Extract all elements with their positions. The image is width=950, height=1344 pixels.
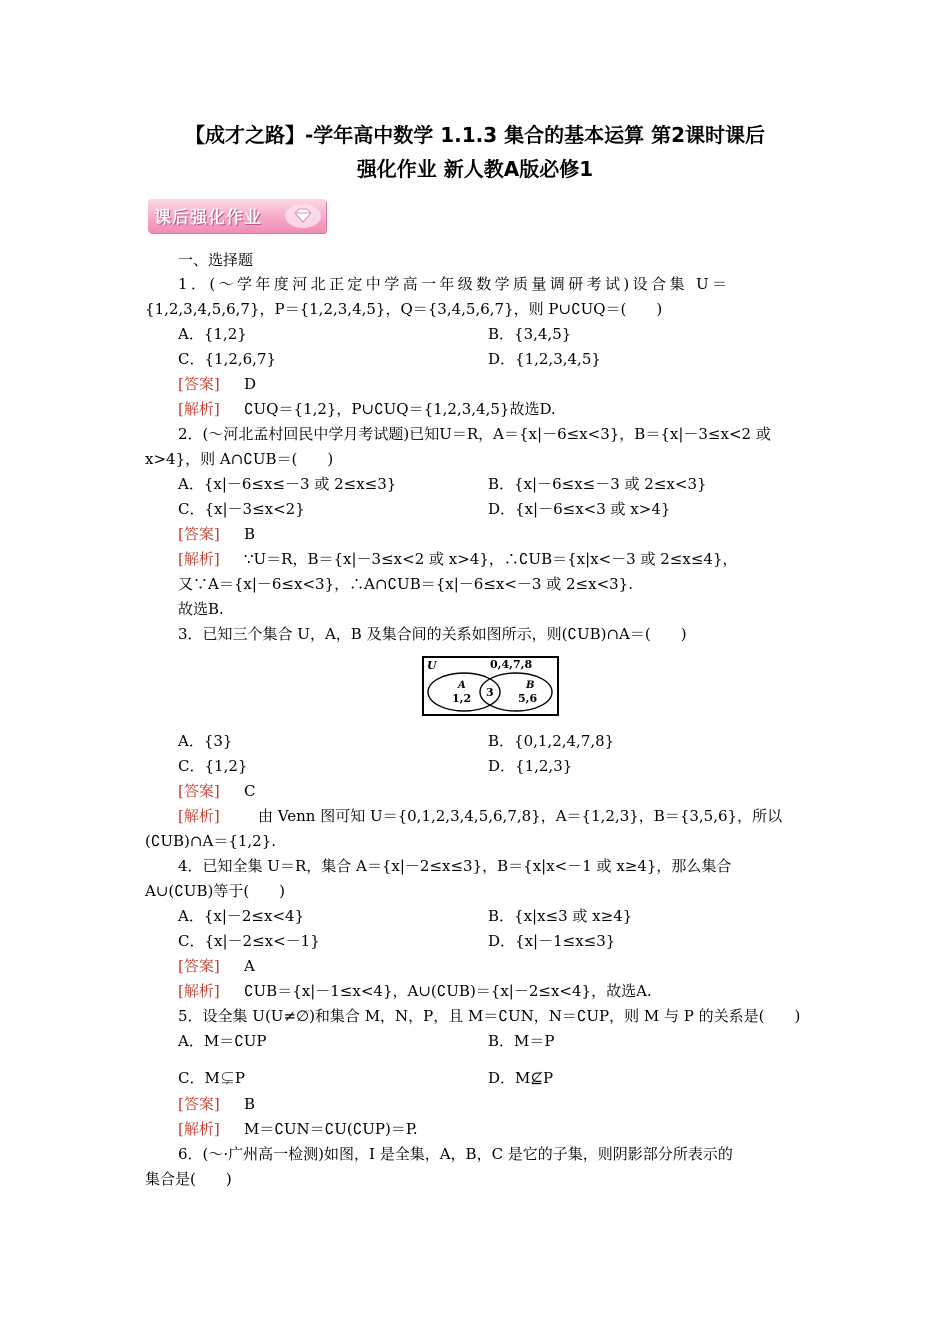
q2-explanation-tag: [解析] bbox=[178, 550, 220, 568]
q2-option-b: B．{x|－6≤x≤－3 或 2≤x<3} bbox=[488, 475, 707, 493]
q6-line-1: 6．(～·广州高一检测)如图，I 是全集，A，B，C 是它的子集，则阴影部分所表示的 bbox=[178, 1145, 733, 1163]
q5-option-a: A．M＝∁UP bbox=[178, 1032, 267, 1050]
q4-explanation-tag: [解析] bbox=[178, 982, 220, 1000]
q3-line-1: 3．已知三个集合 U，A，B 及集合间的关系如图所示，则(∁UB)∩A＝( ) bbox=[178, 625, 687, 643]
q1-option-b: B．{3,4,5} bbox=[488, 325, 572, 343]
q4-option-b: B．{x|x≤3 或 x≥4} bbox=[488, 907, 633, 925]
venn-a-only: 1,2 bbox=[452, 692, 472, 705]
diamond-icon bbox=[284, 202, 322, 230]
q1-explanation-tag: [解析] bbox=[178, 400, 220, 418]
q4-answer: A bbox=[244, 957, 255, 975]
section-banner bbox=[148, 199, 326, 233]
q1-option-c: C．{1,2,6,7} bbox=[178, 350, 277, 368]
q2-option-c: C．{x|－3≤x<2} bbox=[178, 500, 305, 518]
q2-explanation-2: 又∵A＝{x|－6≤x<3}，∴A∩∁UB＝{x|－6≤x<－3 或 2≤x<3}. bbox=[178, 575, 633, 593]
venn-label-u: U bbox=[427, 659, 437, 672]
q3-explanation-1: 由 Venn 图可知 U＝{0,1,2,3,4,5,6,7,8}，A＝{1,2,3}，B＝{3,5,6}，所以 bbox=[258, 807, 783, 825]
q1-option-d: D．{1,2,3,4,5} bbox=[488, 350, 601, 368]
q5-explanation: M＝∁UN＝∁U(∁UP)＝P. bbox=[244, 1120, 418, 1138]
venn-b-only: 5,6 bbox=[518, 692, 538, 705]
q5-explanation-tag: [解析] bbox=[178, 1120, 220, 1138]
venn-label-b: B bbox=[526, 680, 535, 691]
q4-option-a: A．{x|－2≤x<4} bbox=[178, 907, 305, 925]
q1-option-a: A．{1,2} bbox=[178, 325, 247, 343]
q2-explanation-1: ∵U＝R，B＝{x|－3≤x<2 或 x>4}，∴∁UB＝{x|x<－3 或 2≤x≤4}， bbox=[244, 550, 738, 568]
q2-answer-tag: [答案] bbox=[178, 525, 220, 543]
q1-explanation: ∁UQ＝{1,2}，P∪∁UQ＝{1,2,3,4,5}故选D. bbox=[244, 400, 556, 418]
q2-line-2: x>4}，则 A∩∁UB＝( ) bbox=[145, 450, 334, 468]
q2-line-1: 2．(～河北孟村回民中学月考试题)已知U＝R，A＝{x|－6≤x<3}，B＝{x|－3≤x<2 或 bbox=[178, 425, 771, 443]
q6-line-2: 集合是( ) bbox=[145, 1170, 232, 1188]
q5-answer-tag: [答案] bbox=[178, 1095, 220, 1113]
q5-line-1: 5．设全集 U(U≠∅)和集合 M，N，P，且 M＝∁UN，N＝∁UP，则 M 与 P 的关系是( ) bbox=[178, 1007, 801, 1025]
q3-option-d: D．{1,2,3} bbox=[488, 757, 573, 775]
q4-explanation: ∁UB＝{x|－1≤x<4}，A∪(∁UB)＝{x|－2≤x<4}，故选A. bbox=[244, 982, 652, 1000]
venn-diagram bbox=[422, 656, 559, 716]
q3-answer: C bbox=[244, 782, 256, 800]
q5-option-c: C．M⊊P bbox=[178, 1069, 245, 1087]
q3-option-a: A．{3} bbox=[178, 732, 233, 750]
q1-line-1: 1．(～学年度河北正定中学高一年级数学质量调研考试)设合集 U＝ bbox=[178, 275, 731, 293]
q4-option-c: C．{x|－2≤x<－1} bbox=[178, 932, 320, 950]
q5-option-b: B．M＝P bbox=[488, 1032, 555, 1050]
title-line-2: 强化作业 新人教A版必修1 bbox=[356, 157, 594, 181]
q4-line-1: 4．已知全集 U＝R，集合 A＝{x|－2≤x≤3}，B＝{x|x<－1 或 x≥4}，那么集合 bbox=[178, 857, 732, 875]
q3-answer-tag: [答案] bbox=[178, 782, 220, 800]
q1-line-2: {1,2,3,4,5,6,7}，P＝{1,2,3,4,5}，Q＝{3,4,5,6,7}，则 P∪∁UQ＝( ) bbox=[145, 300, 663, 318]
q5-option-d: D．M⊈P bbox=[488, 1069, 554, 1087]
q5-answer: B bbox=[244, 1095, 256, 1113]
q4-line-2: A∪(∁UB)等于( ) bbox=[145, 882, 286, 900]
q3-option-c: C．{1,2} bbox=[178, 757, 248, 775]
q4-answer-tag: [答案] bbox=[178, 957, 220, 975]
title-line-1: 【成才之路】-学年高中数学 1.1.3 集合的基本运算 第2课时课后 bbox=[184, 123, 766, 147]
section-heading: 一、选择题 bbox=[178, 251, 254, 269]
venn-intersection: 3 bbox=[486, 686, 494, 699]
document-title bbox=[120, 118, 830, 186]
q1-answer: D bbox=[244, 375, 257, 393]
venn-outside: 0,4,7,8 bbox=[490, 658, 533, 671]
q2-option-d: D．{x|－6≤x<3 或 x>4} bbox=[488, 500, 671, 518]
q2-answer: B bbox=[244, 525, 256, 543]
q3-explanation-tag: [解析] bbox=[178, 807, 220, 825]
q2-option-a: A．{x|－6≤x≤－3 或 2≤x≤3} bbox=[178, 475, 397, 493]
q4-option-d: D．{x|－1≤x≤3} bbox=[488, 932, 616, 950]
banner-label: 课后强化作业 bbox=[154, 208, 262, 228]
q3-option-b: B．{0,1,2,4,7,8} bbox=[488, 732, 615, 750]
q3-explanation-2: (∁UB)∩A＝{1,2}. bbox=[145, 832, 277, 850]
q2-explanation-3: 故选B. bbox=[178, 600, 224, 618]
venn-label-a: A bbox=[458, 680, 466, 691]
q1-answer-tag: [答案] bbox=[178, 375, 220, 393]
